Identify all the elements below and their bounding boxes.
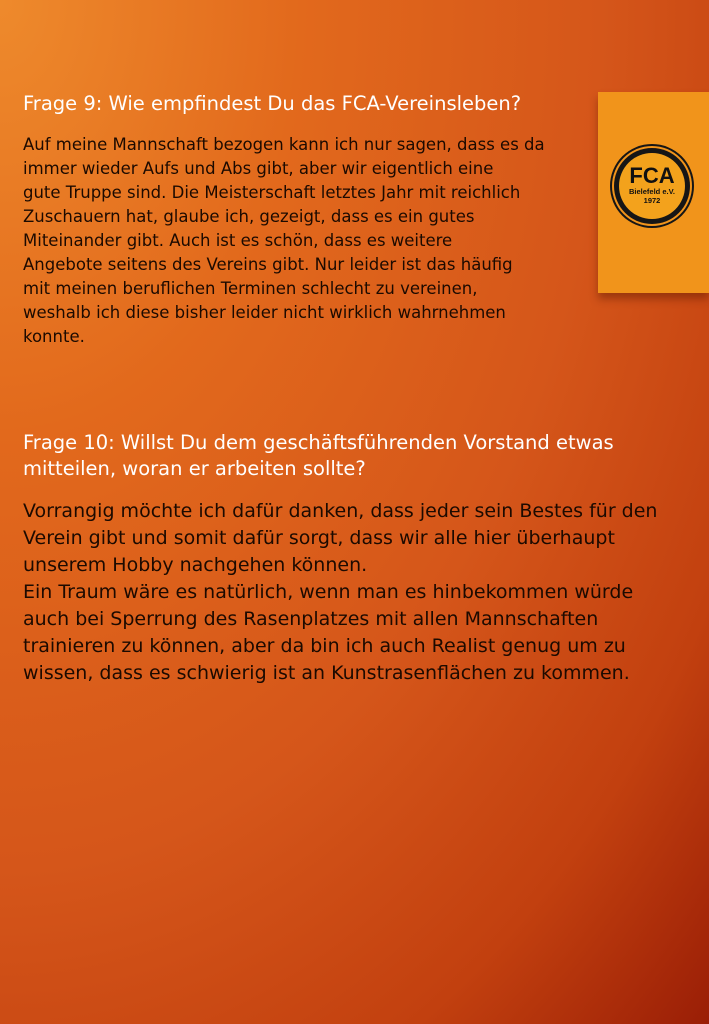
logo-subtitle: Bielefeld e.V. xyxy=(629,187,675,196)
answer-line: unserem Hobby nachgehen können. xyxy=(23,554,368,576)
logo-main-text: FCA xyxy=(629,163,675,188)
answer-line: Miteinander gibt. Auch ist es schön, dass es weitere xyxy=(23,231,453,250)
answer-line: mit meinen beruflichen Terminen schlecht zu vereinen, xyxy=(23,279,478,298)
answer-line: wissen, dass es schwierig ist an Kunstrasenflächen zu kommen. xyxy=(23,662,630,684)
question-line: Frage 10: Willst Du dem geschäftsführenden Vorstand etwas xyxy=(23,431,614,454)
logo-card xyxy=(598,92,709,293)
answer-line: gute Truppe sind. Die Meisterschaft letztes Jahr mit reichlich xyxy=(23,183,521,202)
answer-line: Verein gibt und somit dafür sorgt, dass wir alle hier überhaupt xyxy=(23,527,615,549)
answer-line: Auf meine Mannschaft bezogen kann ich nur sagen, dass es da xyxy=(23,135,545,154)
answer-line: Vorrangig möchte ich dafür danken, dass jeder sein Bestes für den xyxy=(23,500,658,522)
question-10-heading xyxy=(23,430,683,482)
fca-logo xyxy=(614,148,690,224)
question-line: mitteilen, woran er arbeiten sollte? xyxy=(23,457,366,480)
logo-year: 1972 xyxy=(643,196,661,205)
answer-10-text xyxy=(23,498,703,687)
answer-line: Zuschauern hat, glaube ich, gezeigt, dass es ein gutes xyxy=(23,207,475,226)
answer-line: weshalb ich diese bisher leider nicht wirklich wahrnehmen xyxy=(23,303,506,322)
answer-line: trainieren zu können, aber da bin ich auch Realist genug um zu xyxy=(23,635,626,657)
answer-line: Ein Traum wäre es natürlich, wenn man es hinbekommen würde xyxy=(23,581,634,603)
question-9-heading: Frage 9: Wie empfindest Du das FCA-Vereinsleben? xyxy=(23,92,522,115)
answer-line: auch bei Sperrung des Rasenplatzes mit allen Mannschaften xyxy=(23,608,599,630)
answer-line: konnte. xyxy=(23,327,85,346)
answer-line: immer wieder Aufs und Abs gibt, aber wir eigentlich eine xyxy=(23,159,494,178)
logo-inner-disc xyxy=(619,153,685,219)
answer-9-text xyxy=(23,133,593,349)
answer-line: Angebote seitens des Vereins gibt. Nur leider ist das häufig xyxy=(23,255,513,274)
